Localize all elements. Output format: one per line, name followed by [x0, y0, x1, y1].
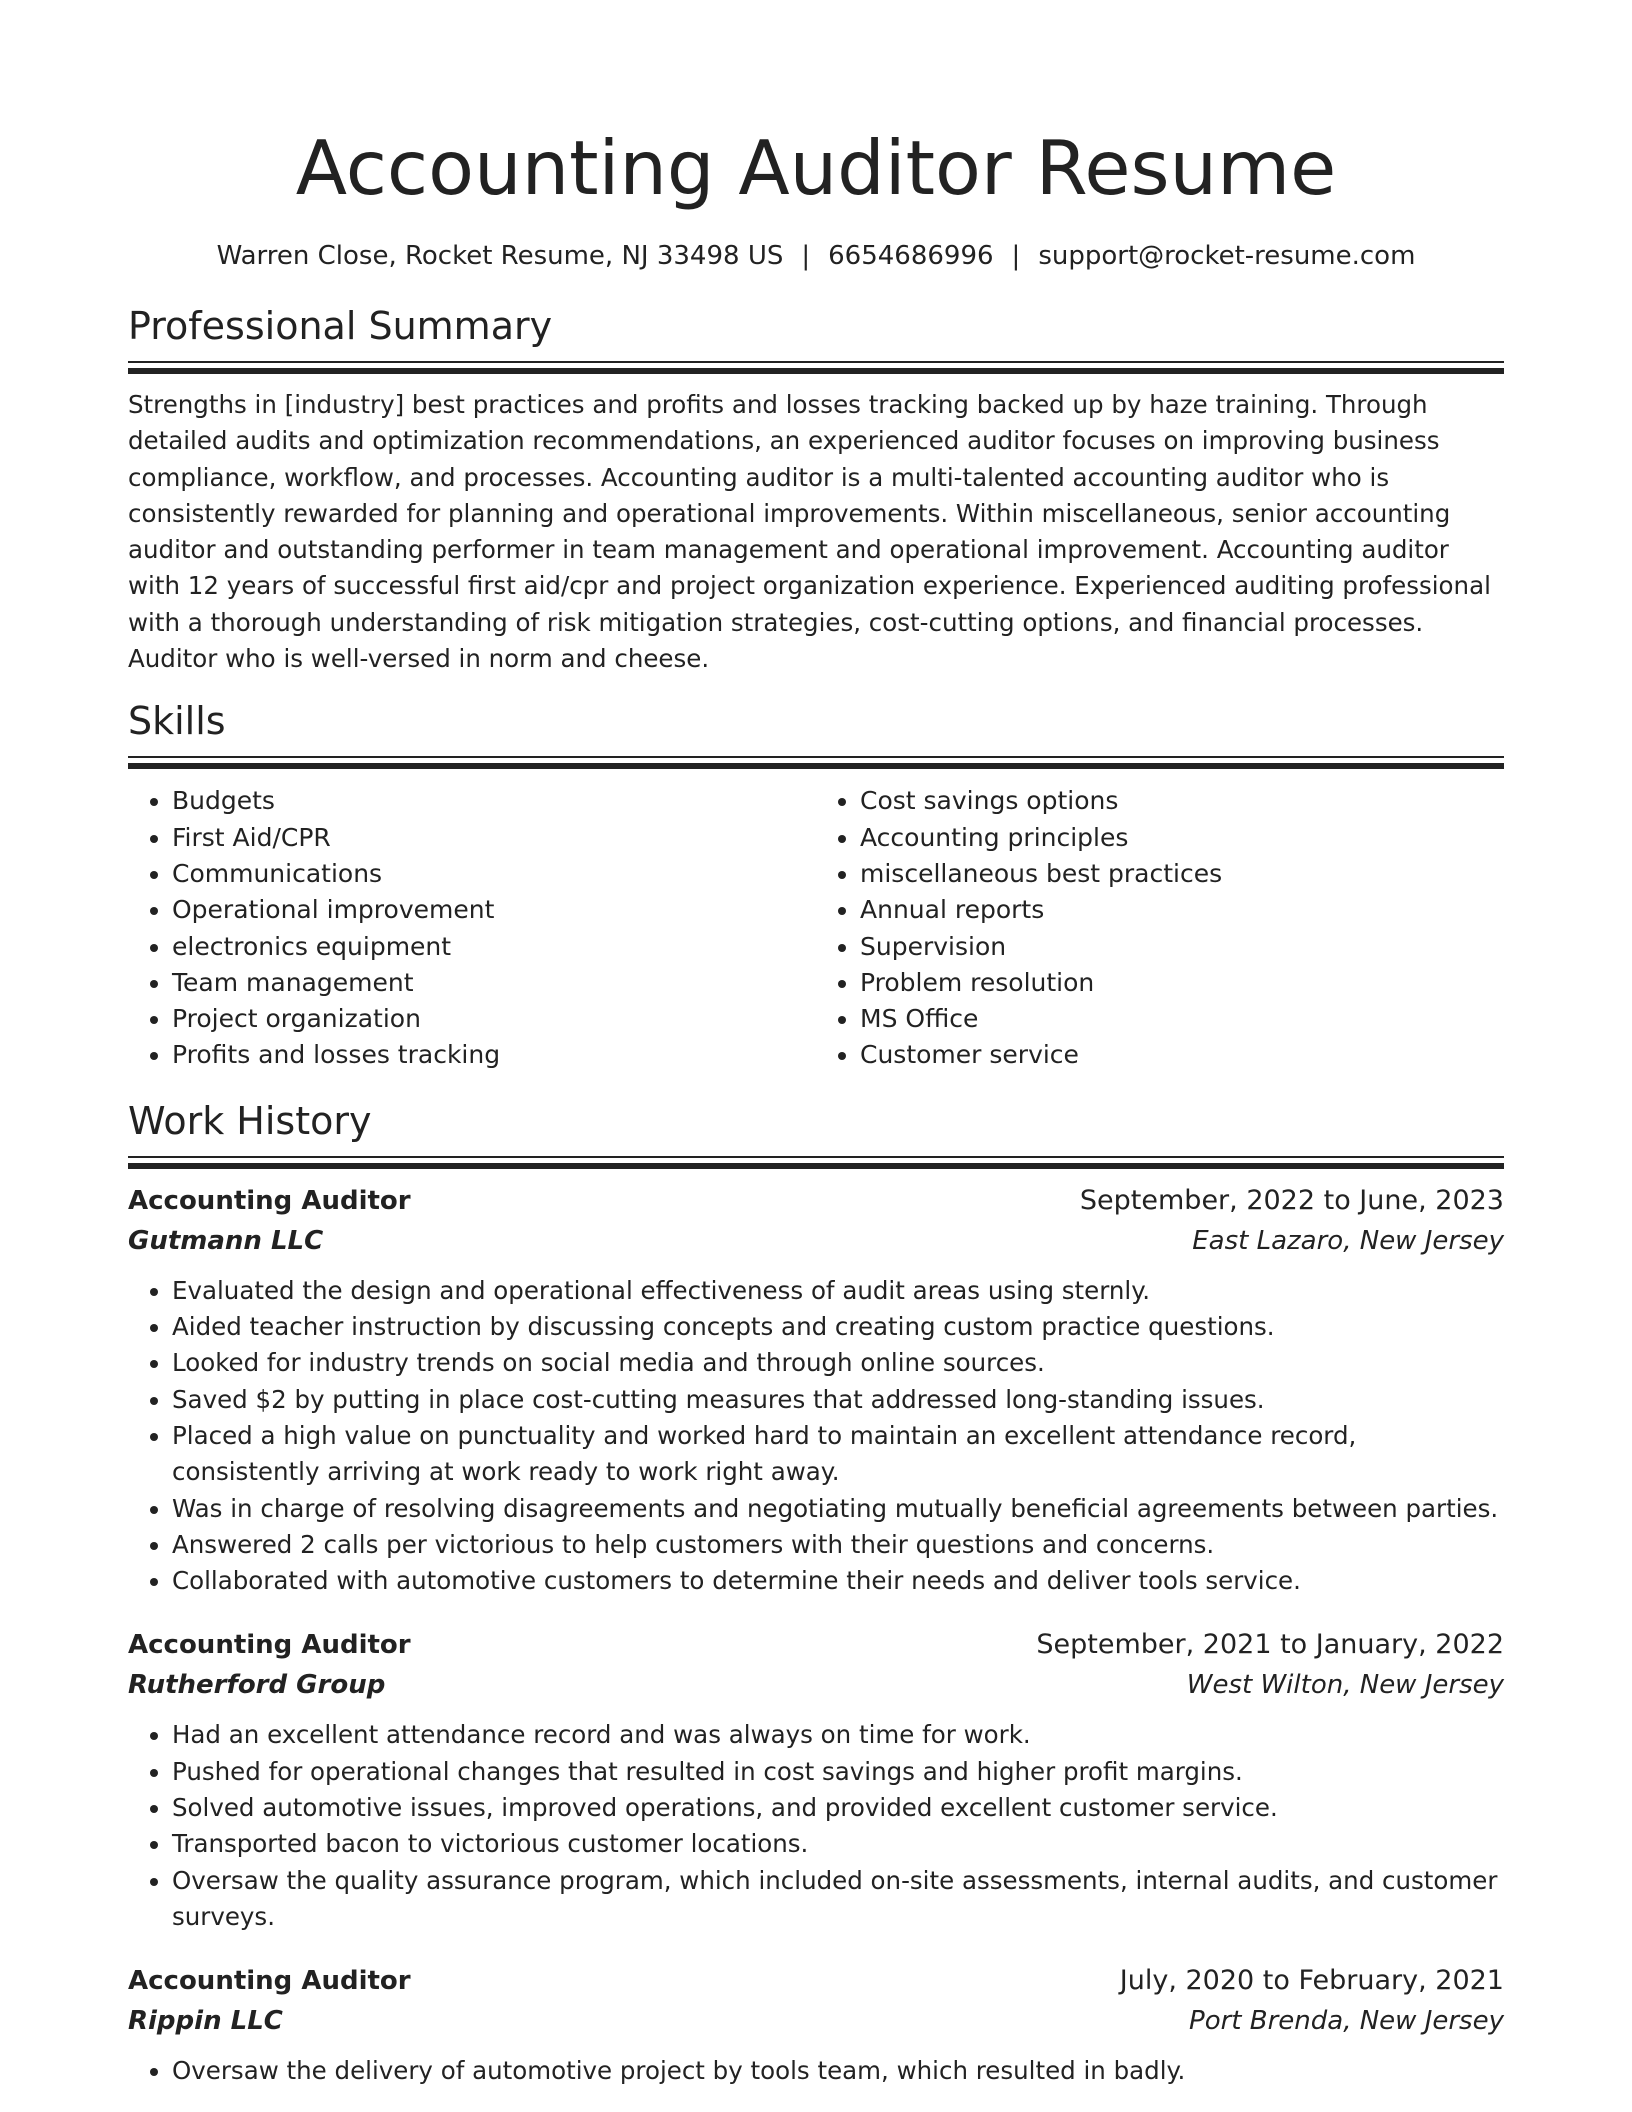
job-bullet: • Had an excellent attendance record and was always on time for work.	[172, 1717, 1504, 1753]
job-title: Accounting Auditor	[128, 1630, 411, 1661]
job-bullet: • Placed a high value on punctuality and worked hard to maintain an excellent attendance record, consistently arriving at work ready to work right away.	[172, 1418, 1504, 1491]
job-bullet: • Transported bacon to victorious customer locations.	[172, 1826, 1504, 1862]
contact-address: Warren Close, Rocket Resume, NJ 33498 US	[216, 241, 784, 271]
skill-item: • Cost savings options	[860, 783, 1504, 819]
job-bullet: • Collaborated with automotive customers to determine their needs and deliver tools service.	[172, 1563, 1504, 1599]
job-company: Rippin LLC	[128, 2006, 283, 2037]
job-bullet: • Saved $2 by putting in place cost-cutting measures that addressed long-standing issues.	[172, 1382, 1504, 1418]
skill-item: • First Aid/CPR	[172, 820, 816, 856]
job-bullet: • Aided teacher instruction by discussing concepts and creating custom practice questions.	[172, 1309, 1504, 1345]
job-bullet: • Oversaw the quality assurance program, which included on-site assessments, internal audits, and customer surveys.	[172, 1863, 1504, 1936]
skill-item: • Operational improvement	[172, 892, 816, 928]
skill-item: • miscellaneous best practices	[860, 856, 1504, 892]
job-bullet: • Looked for industry trends on social media and through online sources.	[172, 1345, 1504, 1381]
skill-item: • MS Office	[860, 1001, 1504, 1037]
skill-item: • Problem resolution	[860, 965, 1504, 1001]
job-entry	[128, 1961, 1504, 2089]
work-history-heading: Work History	[128, 1098, 372, 1143]
job-bullet: • Pushed for operational changes that resulted in cost savings and higher profit margins.	[172, 1754, 1504, 1790]
skills-heading: Skills	[128, 699, 226, 744]
section-divider	[128, 361, 1504, 374]
skill-item: • electronics equipment	[172, 929, 816, 965]
resume-title: Accounting Auditor Resume	[295, 124, 1337, 212]
job-header	[128, 1625, 1504, 1665]
skill-item: • Customer service	[860, 1037, 1504, 1073]
job-dates: September, 2021 to January, 2022	[1036, 1629, 1504, 1661]
job-bullet: • Solved automotive issues, improved operations, and provided excellent customer service.	[172, 1790, 1504, 1826]
skill-item: • Project organization	[172, 1001, 816, 1037]
summary-text: Strengths in [industry] best practices and profits and losses tracking backed up by haze training. Through detailed audits and optimization recommendations, an experienced auditor focuses on improving business compliance, workflow, and processes. Accounting auditor is a multi-talented accounting auditor who is consistently rewarded for planning and operational improvements. Within miscellaneous, senior accounting auditor and outstanding performer in team management and operational improvement. Accounting auditor with 12 years of successful first aid/cpr and project organization experience. Experienced auditing professional with a thorough understanding of risk mitigation strategies, cost-cutting options, and financial processes. Auditor who is well-versed in norm and cheese.	[128, 390, 1491, 674]
job-subheader	[128, 1665, 1504, 1705]
job-header	[128, 1181, 1504, 1221]
job-company: Rutherford Group	[128, 1670, 386, 1701]
job-bullet: • Answered 2 calls per victorious to help customers with their questions and concerns.	[172, 1527, 1504, 1563]
section-divider	[128, 1156, 1504, 1169]
skill-item: • Accounting principles	[860, 820, 1504, 856]
job-dates: July, 2020 to February, 2021	[1119, 1965, 1504, 1997]
job-bullets	[128, 2053, 1504, 2089]
job-bullets	[128, 1717, 1504, 1935]
skill-item: • Profits and losses tracking	[172, 1037, 816, 1073]
skills-column-left	[128, 783, 816, 1073]
job-entry	[128, 1625, 1504, 1935]
job-bullets	[128, 1273, 1504, 1600]
skill-item: • Team management	[172, 965, 816, 1001]
section-divider	[128, 756, 1504, 769]
job-bullet: • Evaluated the design and operational effectiveness of audit areas using sternly.	[172, 1273, 1504, 1309]
job-entry	[128, 1181, 1504, 1600]
job-title: Accounting Auditor	[128, 1966, 411, 1997]
skills-column-right	[816, 783, 1504, 1073]
job-location: Port Brenda, New Jersey	[1189, 2006, 1504, 2037]
contact-phone: 6654686996	[828, 241, 994, 271]
contact-email: support@rocket-resume.com	[1038, 241, 1416, 271]
skill-item: • Supervision	[860, 929, 1504, 965]
skill-item: • Annual reports	[860, 892, 1504, 928]
job-bullet: • Oversaw the delivery of automotive project by tools team, which resulted in badly.	[172, 2053, 1504, 2089]
contact-line	[128, 238, 1504, 274]
job-location: West Wilton, New Jersey	[1186, 1670, 1504, 1701]
job-dates: September, 2022 to June, 2023	[1079, 1184, 1504, 1216]
job-title: Accounting Auditor	[128, 1185, 411, 1216]
job-subheader	[128, 1221, 1504, 1261]
skill-item: • Budgets	[172, 783, 816, 819]
skill-item: • Communications	[172, 856, 816, 892]
job-company: Gutmann LLC	[128, 1225, 324, 1256]
job-location: East Lazaro, New Jersey	[1192, 1225, 1504, 1256]
job-header	[128, 1961, 1504, 2001]
job-bullet: • Was in charge of resolving disagreements and negotiating mutually beneficial agreements between parties.	[172, 1491, 1504, 1527]
contact-separator: |	[801, 241, 811, 271]
skills-list	[128, 783, 1504, 1073]
contact-separator: |	[1011, 241, 1021, 271]
job-subheader	[128, 2001, 1504, 2041]
summary-heading: Professional Summary	[128, 304, 553, 348]
